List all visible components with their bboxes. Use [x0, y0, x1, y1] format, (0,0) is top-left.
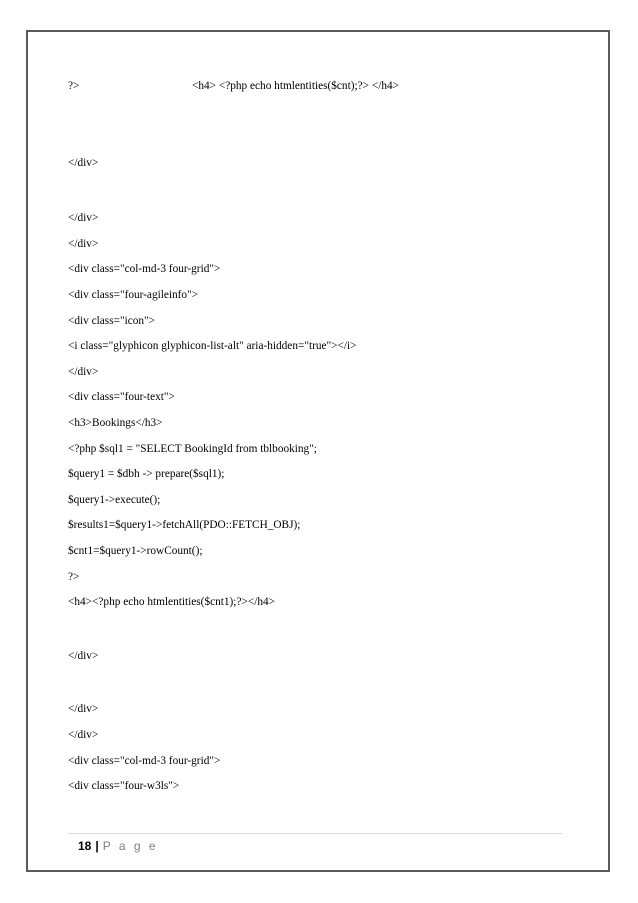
code-line: </div>	[68, 650, 99, 662]
code-line: $cnt1=$query1->rowCount();	[68, 545, 203, 557]
code-line: <div class="col-md-3 four-grid">	[68, 263, 221, 275]
code-line: </div>	[68, 157, 99, 169]
code-line: <div class="four-w3ls">	[68, 780, 180, 792]
code-line: <h3>Bookings</h3>	[68, 417, 163, 429]
code-line: </div>	[68, 703, 99, 715]
code-line: <h4><?php echo htmlentities($cnt1);?></h4>	[68, 596, 276, 608]
page-label: P a g e	[102, 839, 159, 853]
code-line: <div class="icon">	[68, 315, 156, 327]
code-line: </div>	[68, 366, 99, 378]
footer-divider	[68, 833, 562, 834]
page-number: 18	[78, 839, 92, 853]
code-line: <div class="four-agileinfo">	[68, 289, 199, 301]
code-line: <h4> <?php echo htmlentities($cnt);?> </h4>	[192, 80, 400, 92]
code-line: <div class="four-text">	[68, 391, 175, 403]
code-line: ?>	[68, 571, 80, 583]
footer-separator: |	[95, 839, 99, 853]
page-footer	[78, 839, 158, 853]
code-line: <div class="col-md-3 four-grid">	[68, 755, 221, 767]
code-line: </div>	[68, 238, 99, 250]
code-line: $query1->execute();	[68, 494, 161, 506]
code-line: </div>	[68, 729, 99, 741]
code-line: $results1=$query1->fetchAll(PDO::FETCH_OBJ);	[68, 519, 301, 531]
code-line: </div>	[68, 212, 99, 224]
code-line: <i class="glyphicon glyphicon-list-alt" aria-hidden="true"></i>	[68, 340, 357, 352]
code-line: ?>	[68, 80, 80, 92]
code-line: <?php $sql1 = "SELECT BookingId from tblbooking";	[68, 443, 317, 455]
code-line: $query1 = $dbh -> prepare($sql1);	[68, 468, 225, 480]
